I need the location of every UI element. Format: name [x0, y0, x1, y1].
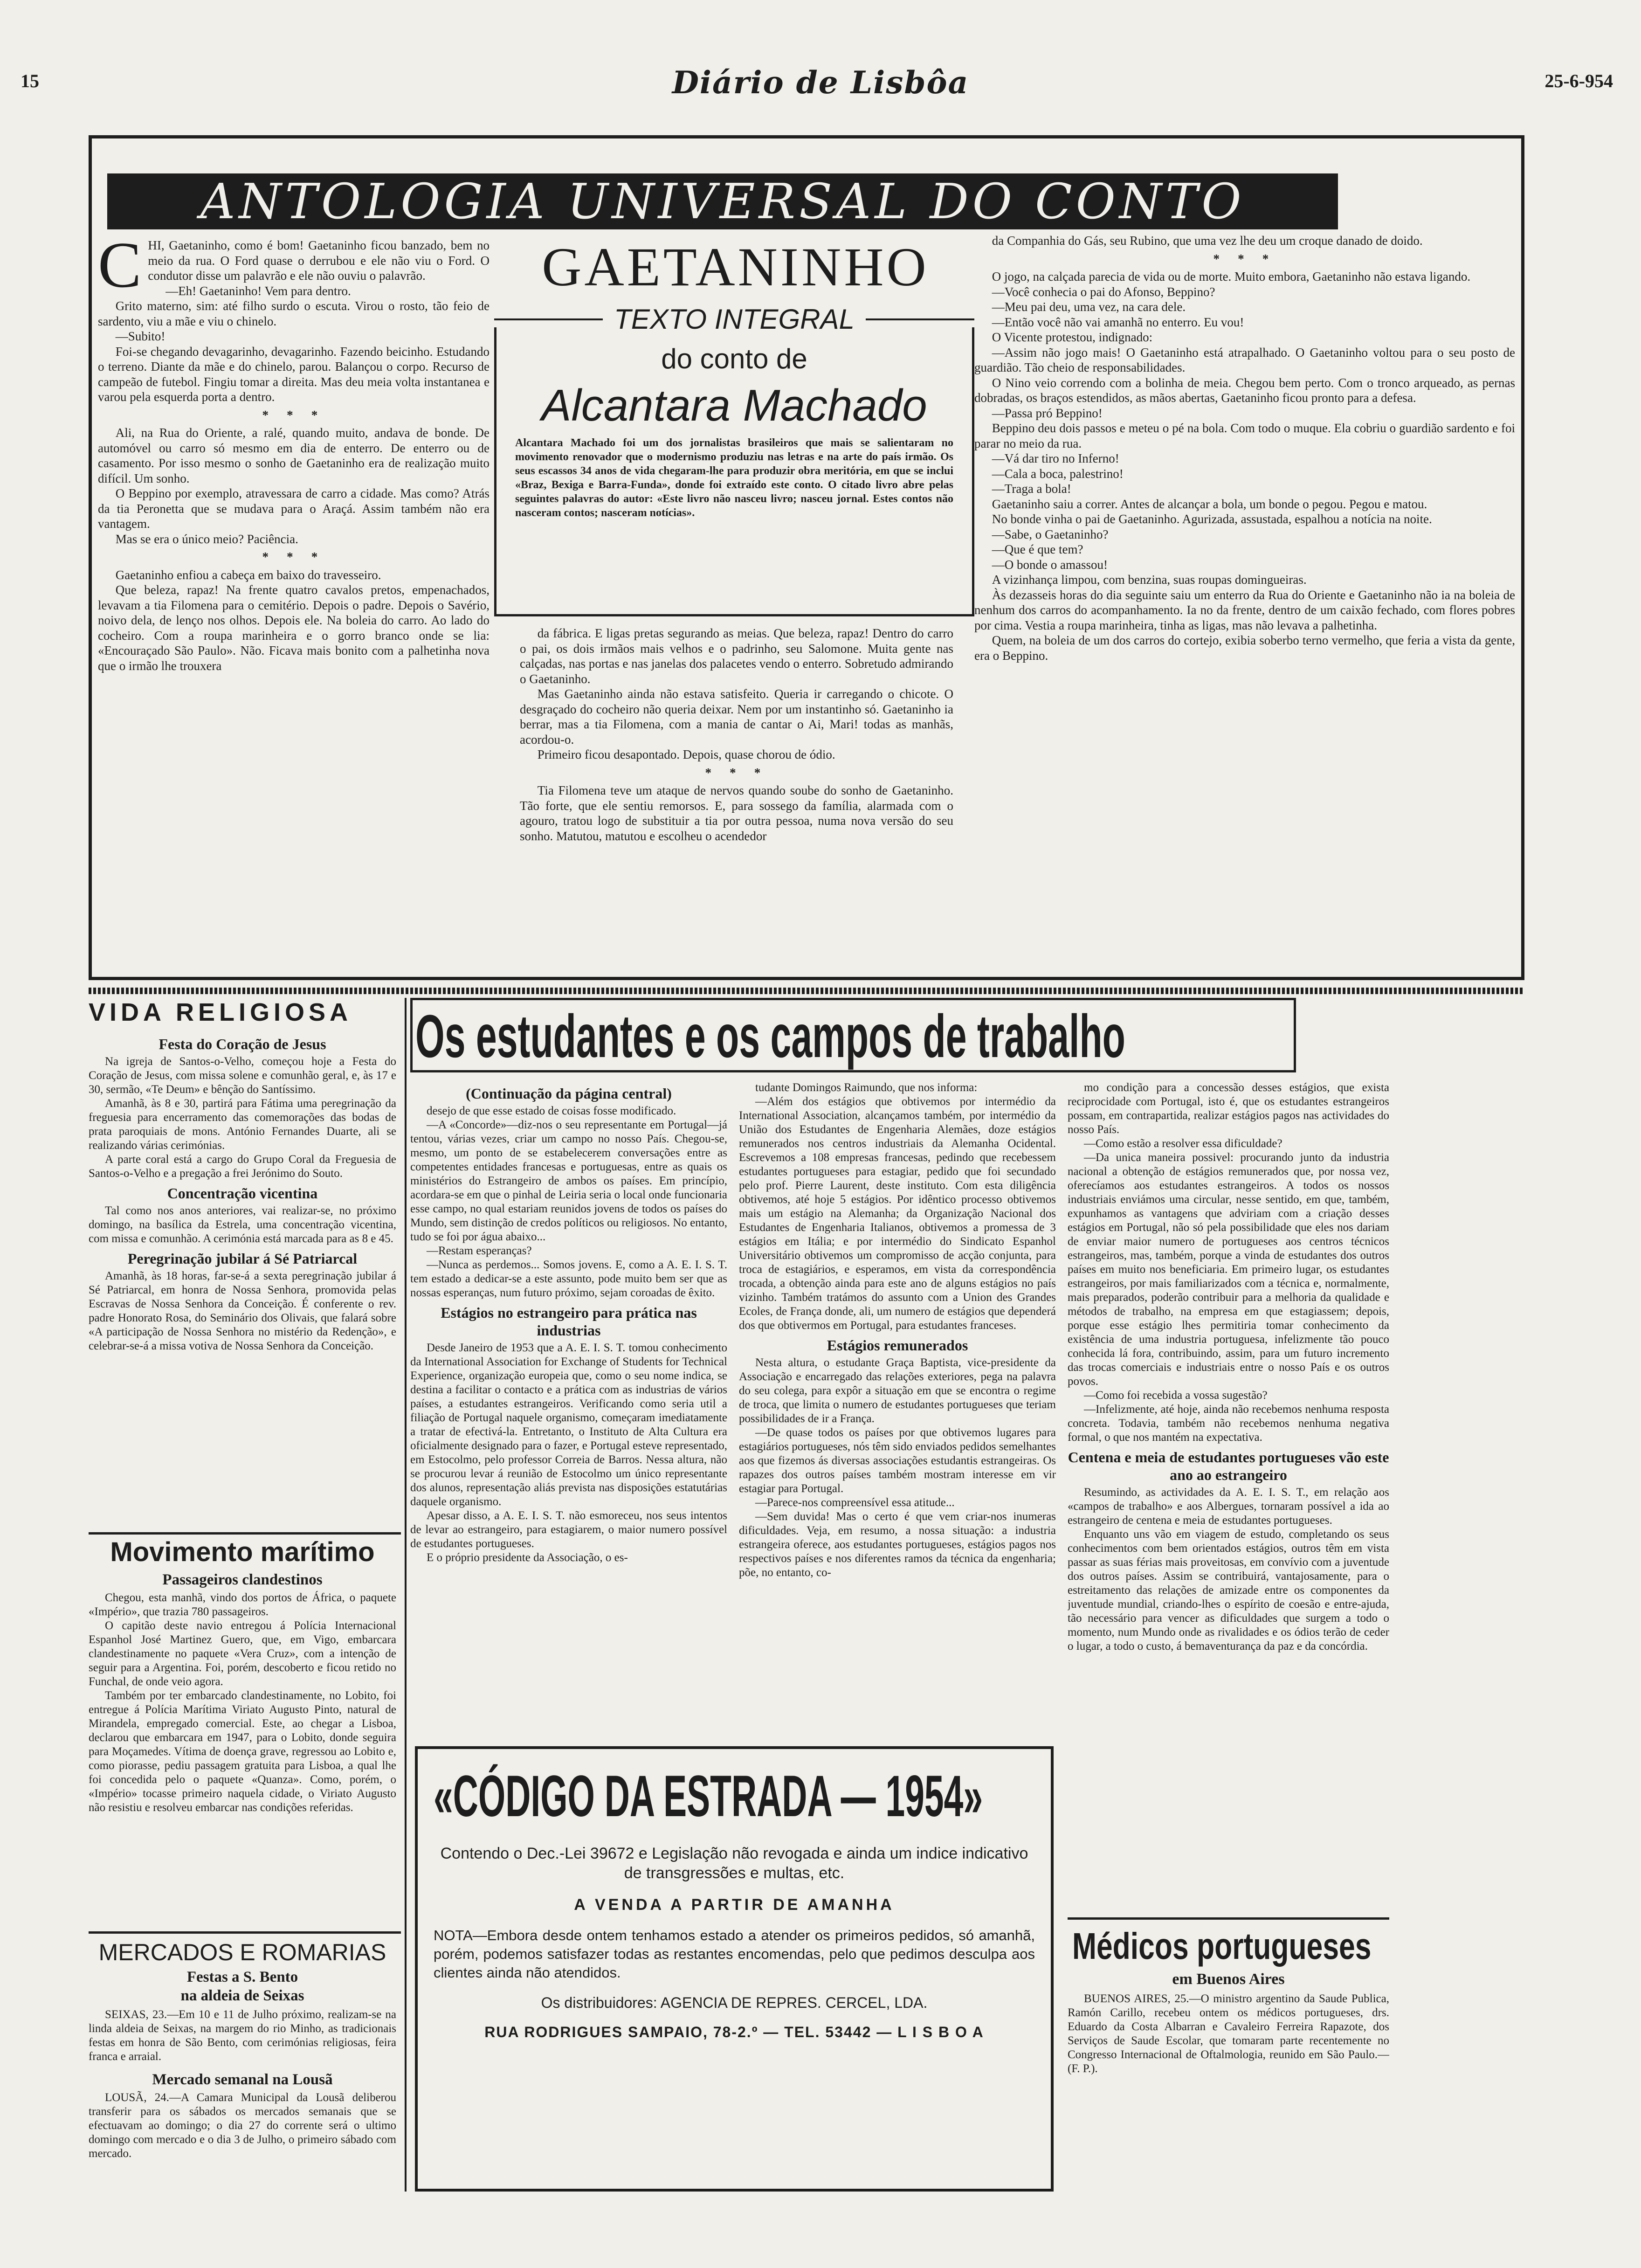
estudantes-col-1b-para: E o próprio presidente da Associação, o es-: [427, 1551, 628, 1564]
antologia-col-2-para: da fábrica. E ligas pretas segurando as meias. Que beleza, rapaz! Dentro do carro o pai, os dois irmãos mais velhos e o padrinho, seu Salomone. Muita gente nas calçadas, nas portas e nas janelas dos palacetes vendo o enterro. Sobretudo admirando o Gaetaninho.: [520, 626, 953, 686]
estudantes-frame: [410, 998, 1296, 1072]
mercados-sub1: Festas a S. Bento: [186, 1969, 298, 1985]
estudantes-col-3-para: —Infelizmente, até hoje, ainda não recebemos nenhuma resposta concreta. Todavia, também não recebemos nenhuma negativa formal, o que nos mantém na expectativa.: [1068, 1403, 1389, 1444]
antologia-col-2: [520, 626, 953, 975]
antologia-col-3-para: —Meu pai deu, uma vez, na cara dele.: [992, 300, 1186, 314]
antologia-col-3-para: O jogo, na calçada parecia de vida ou de morte. Muito embora, Gaetaninho não estava ligando.: [992, 270, 1471, 284]
antologia-col-3-para: —Assim não jogo mais! O Gaetaninho está atrapalhado. O Gaetaninho voltou para o seu posto de guardião. Tão cheio de responsabilidades.: [974, 345, 1515, 374]
antologia-banner: [107, 173, 1338, 229]
texto-integral-label: TEXTO INTEGRAL: [614, 304, 855, 335]
estudantes-subhead-2: Estágios remunerados: [827, 1337, 968, 1354]
antologia-col-1-para: Grito materno, sim: até filho surdo o escuta. Virou o rosto, tão feio de sardento, viu a mãe e viu o chinelo.: [98, 299, 490, 328]
medicos-subtitle: em Buenos Aires: [1172, 1971, 1285, 1988]
mercados-body-2: [89, 2091, 396, 2184]
medicos-title: Médicos portugueses: [1072, 1925, 1372, 1967]
estudantes-col-1-para: (Continuação da página central): [466, 1085, 672, 1102]
estudantes-subhead-1: Estágios no estrangeiro para prática nas industrias: [441, 1304, 697, 1339]
vida-religiosa-body: [89, 1031, 396, 1530]
antologia-col-2-para: Primeiro ficou desapontado. Depois, quase chorou de ódio.: [537, 747, 835, 761]
antologia-col-3-para: A vizinhança limpou, com benzina, suas roupas domingueiras.: [992, 573, 1307, 587]
vida-religiosa-title: VIDA RELIGIOSA: [89, 998, 352, 1026]
antologia-col-3: [974, 233, 1515, 979]
estudantes-col-2b-para: —Parece-nos compreensível essa atitude...: [755, 1496, 955, 1509]
vida-religiosa-para: Amanhã, às 18 horas, far-se-á a sexta peregrinação jubilar á Sé Patriarcal, em honra de Nossa Senhora, promovida pelas Escravas de Nossa Senhora da Conceição. É conferente o rev. padre Honorato Rosa, do Seminário dos Olivais, que falará sobre «A participação de Nossa Senhora no mistério da Redenção», e celebrar-se-á a missa votiva de Nossa Senhora da Conceição.: [89, 1270, 396, 1352]
rule-mov: [89, 1532, 401, 1535]
antologia-col-3-para: No bonde vinha o pai de Gaetaninho. Agurizada, assustada, espalhou a notícia na noite.: [992, 512, 1432, 526]
vertical-rule-left: [405, 998, 407, 2192]
estudantes-col-3b-para: Enquanto uns vão em viagem de estudo, completando os seus conhecimentos com bem orientados estágios, outros têm em vista passar as suas férias mais proveitosas, em convívio com a juventude dos outros países. Assim se contribuirá, vantajosamente, para o estreitamento das relações de amizade entre os componentes da juventude mundial, criando-lhes o espírito de coesão e entre-ajuda, tão necessário para vencer as dificuldades que surgem a todo o momento, num Mundo onde as rivalidades e os ódios terão de ceder o lugar, a todo o custo, á bemaventurança da paz e da concórdia.: [1068, 1528, 1389, 1653]
antologia-col-1-para: Mas se era o único meio? Paciência.: [115, 532, 298, 546]
rule-left: [494, 318, 603, 320]
drop-cap: C: [98, 238, 142, 301]
estudantes-col-3: [1068, 1081, 1389, 1911]
antologia-col-1-para: —Subito!: [115, 329, 165, 343]
estudantes-col-1: [410, 1081, 727, 1734]
codigo-dist: Os distribuidores: AGENCIA DE REPRES. CERCEL, LDA.: [541, 1994, 928, 2011]
antologia-col-3-para: Gaetaninho saiu a correr. Antes de alcançar a bola, um bonde o pegou. Pegou e matou.: [992, 497, 1427, 511]
header-date: 25-6-954: [1544, 70, 1613, 91]
rule-right: [866, 318, 974, 320]
antologia-col-2-para: * * *: [705, 765, 768, 780]
antologia-col-1: [98, 238, 490, 979]
vida-religiosa-heading: Festa do Coração de Jesus: [159, 1036, 326, 1052]
codigo-title: «CÓDIGO DA ESTRADA — 1954»: [434, 1764, 983, 1829]
medicos-body: [1068, 1992, 1389, 2188]
section-divider: [89, 988, 1524, 994]
do-conto-de: do conto de: [661, 343, 807, 374]
antologia-col-3-para: —Sabe, o Gaetaninho?: [992, 527, 1109, 541]
antologia-col-3-para: —Traga a bola!: [992, 482, 1071, 496]
estudantes-col-2-para: —Além dos estágios que obtivemos por intermédio da International Association, alcançamos também, por intermédio da União dos Estudantes de Engenharia Alemães, doze estágios remunerados nos centros industriais da Alemanha Ocidental. Escrevemos a 108 empresas francesas, pedindo que recebessem estudantes portugueses para estagiar, pedido que foi secundado pelo prof. Pierre Laurent, deste instituto. Com esta diligência obtivemos, até hoje 5 estágios. Por idêntico processo obtivemos mais um estágio na Alemanha; da Organização Nacional dos Estudantes de Engenharia Italianos, obtivemos a promessa de 3 estágios em Itália; e por intermédio do Sindicato Espanhol Universitário obtivemos um compromisso de acção conjunta, para troca de estagiários, e esperamos, em vista da correspondência trocada, a obtenção ainda para este ano de alguns estágios no país vizinho. Também tratámos do assunto com a Union des Grandes Ecoles, de França donde, ali, um numero de estágios que dependerá dos que obtivermos em Portugal, para estudantes franceses.: [739, 1095, 1056, 1332]
codigo-line1: Contendo o Dec.-Lei 39672 e Legislação não revogada e ainda um indice indicativo de transgressões e multas, etc.: [440, 1845, 1028, 1882]
movimento-para: Também por ter embarcado clandestinamente, no Lobito, foi entregue á Polícia Marítima Viriato Augusto Pinto, natural de Mirandela, empregado comercial. Este, ao chegar a Lisboa, declarou que embarcara em 1947, para o Lobito, donde seguira para Moçamedes. Vítima de doença grave, regressou ao Lobito e, como piorasse, pediu passagem gratuita para Lisboa, a qual lhe foi concedida pelo o paquete «Quanza». Como, porém, o «Império» tocasse primeiro naquela cidade, o Viriato Augusto não resistiu e resolveu embarcar nas condições referidas.: [89, 1689, 396, 1814]
antologia-col-3-para: O Vicente protestou, indignado:: [992, 330, 1153, 344]
antologia-col-3-para: Às dezasseis horas do dia seguinte saiu um enterro da Rua do Oriente e Gaetaninho não ia na boleia de nenhum dos carros do acompanhamento. Ia no da frente, dentro de um caixão fechado, com flores pobres por cima. Vestia a roupa marinheira, tinha as ligas, mas não levava a palhetinha.: [974, 588, 1515, 632]
antologia-col-3-para: * * *: [1213, 251, 1276, 266]
mercados-sub2: Mercado semanal na Lousã: [152, 2071, 333, 2088]
antologia-col-3-para: O Nino veio correndo com a bolinha de meia. Chegou bem perto. Com o tronco arqueado, as pernas dobradas, os braços estendidos, as mãos abertas, Gaetaninho ficou pronto para a defesa.: [974, 375, 1515, 405]
antologia-col-3-para: Quem, na boleia de um dos carros do cortejo, exibia soberbo terno vermelho, que feria a vista da gente, era o Beppino.: [974, 633, 1515, 663]
masthead: Diário de Lisbôa: [672, 64, 969, 101]
estudantes-col-1-para: —A «Concorde»—diz-nos o seu representante em Portugal—já tentou, várias vezes, criar um campo no nosso País. Chegou-se, mesmo, um ponto de se estabelecerem conversações entre as competentes entidades francesas e portuguesas, entre as quais os ministérios do Estrangeiro de ambos os países. Em princípio, acordara-se em que o pinhal de Leiria seria o local onde funcionaria esse campo, no qual estariam reunidos jovens de todos os países do Mundo, sem distinção de credos políticos ou religiosos. No entanto, tudo se foi por água abaixo...: [410, 1119, 727, 1243]
antologia-col-3-para: —Vá dar tiro no Inferno!: [992, 451, 1119, 465]
codigo-venda: A VENDA A PARTIR DE AMANHA: [574, 1896, 895, 1914]
codigo-ad: [415, 1746, 1054, 2192]
movimento-body: [89, 1591, 396, 1927]
estudantes-col-1b-para: Apesar disso, a A. E. I. S. T. não esmoreceu, nos seus intentos de levar ao estrangeiro, para estagiarem, o maior numero possível de estudantes portugueses.: [410, 1509, 727, 1550]
mercados-title: MERCADOS E ROMARIAS: [98, 1939, 386, 1965]
movimento-para: O capitão deste navio entregou á Polícia Internacional Espanhol José Martinez Guero, que, em Vigo, embarcara clandestinamente no paquete «Vera Cruz», com a intenção de seguir para a Argentina. Foi, porém, descoberto e ficou retido no Funchal, de onde veio agora.: [89, 1619, 396, 1688]
estudantes-col-3-para: —Como foi recebida a vossa sugestão?: [1084, 1389, 1268, 1402]
estudantes-col-2: [739, 1081, 1056, 1734]
estudantes-col-2b-para: —De quase todos os países por que obtivemos lugares para estagiários portugueses, nós têm sido enviados pedidos semelhantes aos que fizemos ás diversas associações estudantis estrangeiras. Os rapazes dos outros países também mostram interesse em vir estagiar para Portugal.: [739, 1426, 1056, 1495]
antologia-col-3-para: —O bonde o amassou!: [992, 557, 1108, 572]
antologia-col-1-para: CHI, Gaetaninho, como é bom! Gaetaninho ficou banzado, bem no meio da rua. O Ford quase o derrubou e ele não viu o Ford. O condutor disse um palavrão e ele não ouviu o palavrão.: [98, 238, 490, 301]
estudantes-col-3b-para: Resumindo, as actividades da A. E. I. S. T., em relação aos «campos de trabalho» e aos Albergues, tornaram possível a ida ao estrangeiro de centena e meia de estudantes portugueses.: [1068, 1486, 1389, 1527]
mercados-sub1b: na aldeia de Seixas: [180, 1987, 304, 2004]
antologia-col-1-para: Gaetaninho enfiou a cabeça em baixo do travesseiro.: [115, 567, 381, 582]
antologia-banner-text: ANTOLOGIA UNIVERSAL DO CONTO: [200, 173, 1245, 230]
vida-religiosa-para: A parte coral está a cargo do Grupo Coral da Freguesia de Santos-o-Velho e a pregação a frei Jerónimo do Souto.: [89, 1153, 396, 1180]
antologia-col-1-para: Ali, na Rua do Oriente, a ralé, quando muito, andava de bonde. De automóvel ou carro só mesmo em dia de enterro. De enterro ou de casamento. Por isso mesmo o sonho de Gaetaninho era de realização muito difícil. Um sonho.: [98, 426, 490, 485]
estudantes-col-1-para: —Nunca as perdemos... Somos jovens. E, como a A. E. I. S. T. tem estado a dedicar-se a este assunto, pode muito bem ser que as nossas esperanças, num futuro próximo, sejam coroadas de êxito.: [410, 1258, 727, 1299]
estudantes-col-2b-para: Nesta altura, o estudante Graça Baptista, vice-presidente da Associação e encarregado das relações exteriores, pega na palavra do seu colega, para expôr a situação em que se encontra o regime de troca, que limita o numero de estudantes portugueses que teriam possibilidades de ir a França.: [739, 1356, 1056, 1425]
estudantes-col-3-para: —Da unica maneira possivel: procurando junto da industria nacional a obtenção de estágios remunerados que, por nossa vez, oferecíamos aos estudantes estrangeiros. A todos os nossos industriais enviámos uma circular, nesse sentido, em que, também, expunhamos as vantagens que adviriam com a criação desses estágios em Portugal, não só pela possibilidade que eles nos dariam de enviar maior numero de portugueses aos centros técnicos estrangeiros, mas, também, porque a vinda de estudantes dos outros países em muito nos beneficiaria. Em primeiro lugar, os estudantes estrangeiros, por mais familiarizados com a técnica e, normalmente, mais preparados, poderão contribuir para a melhoria da qualidade e métodos de trabalho, na empresa em que estagiassem; depois, porque esse estágio lhes permitiria tomar conhecimento da existência de uma industria portuguesa, infelizmente tão pouco conhecida lá fora, contribuindo, assim, para um futuro incremento das trocas comerciais e industriais entre o nosso País e os outros povos.: [1068, 1151, 1389, 1388]
antologia-col-3-para: —Cala a boca, palestrino!: [992, 466, 1124, 481]
antologia-col-1-para: * * *: [262, 408, 325, 422]
rule-medicos: [1068, 1917, 1389, 1920]
antologia-col-3-para: —Você conhecia o pai do Afonso, Beppino?: [992, 284, 1215, 299]
codigo-nota: NOTA—Embora desde ontem tenhamos estado a atender os primeiros pedidos, só amanhã, porém, podemos satisfazer todas as restantes encomendas, pelo que pedimos desculpa aos clientes ainda não atendidos.: [434, 1927, 1035, 1981]
antologia-col-1-para: Que beleza, rapaz! Na frente quatro cavalos pretos, empenachados, levavam a tia Filomena para o cemitério. Depois o padre. Depois o Savério, noivo dela, de lenço nos olhos. Depois ele. Na boleia do carro. Ao lado do cocheiro. Com a roupa marinheira e o gorro branco onde se lia: «Encouraçado São Paulo». Não. Ficava mais bonito com a palhetinha nova que o irmão lhe trouxera: [98, 583, 490, 673]
vida-religiosa-heading: Concentração vicentina: [167, 1185, 318, 1202]
antologia-col-1-para: —Eh! Gaetaninho! Vem para dentro.: [165, 284, 351, 298]
author-name: Alcantara Machado: [541, 380, 927, 430]
author-bio: Alcantara Machado foi um dos jornalistas brasileiros que mais se salientaram no movimento renovador que o modernismo produziu nas letras e na arte do país irmão. Os seus escassos 34 anos de vida chegaram-lhe para produzir obra meritória, em que se inclui «Braz, Bexiga e Barra-Funda», donde foi extraído este conto. O citado livro abre pelas seguintes palavras do autor: «Este livro não nasceu livro; nasceu jornal. Estes contos não nasceram contos; nasceram notícias».: [515, 437, 953, 519]
estudantes-col-2-para: tudante Domingos Raimundo, que nos informa:: [755, 1081, 978, 1094]
antologia-col-3-para: —Que é que tem?: [992, 542, 1083, 556]
mercados-p1: SEIXAS, 23.—Em 10 e 11 de Julho próximo, realizam-se na linda aldeia de Seixas, na margem do rio Minho, as tradicionais festas em honra de São Bento, com cerimónias religiosas, feira franca e arraial.: [89, 2008, 396, 2063]
movimento-title: Movimento marítimo: [110, 1537, 375, 1567]
movimento-para: Chegou, esta manhã, vindo dos portos de África, o paquete «Império», que trazia 780 passageiros.: [89, 1591, 396, 1618]
estudantes-col-1-para: —Restam esperanças?: [427, 1245, 532, 1257]
mercados-p2: LOUSÃ, 24.—A Camara Municipal da Lousã deliberou transferir para os sábados os mercados semanais que se efectuavam ao domingo; o dia 27 do corrente será o ultimo domingo com mercado e o dia 3 de Julho, o primeiro sábado com mercado.: [89, 2091, 396, 2160]
codigo-address: RUA RODRIGUES SAMPAIO, 78-2.º — TEL. 53442 — L I S B O A: [484, 2024, 984, 2040]
rule-merc: [89, 1931, 401, 1934]
mercados-body-1: [89, 2008, 396, 2071]
estudantes-col-3-para: mo condição para a concessão desses estágios, que exista reciprocidade com Portugal, isto é, que os estudantes estrangeiros possam, em contrapartida, realizar estágios pagos nas actividades do nosso País.: [1068, 1081, 1389, 1136]
story-title: GAETANINHO: [542, 236, 929, 297]
estudantes-col-1b-para: Desde Janeiro de 1953 que a A. E. I. S. T. tomou conhecimento da International Association for Exchange of Students for Technical Experience, organização europeia que, como o seu nome indica, se destina a facilitar o contacto e a prática com as industrias de vários países, a estudantes estrangeiros. Verificando como seria util a filiação de Portugal naquele organismo, começaram imediatamente a tratar de efectivá-la. Entretanto, o Instituto de Alta Cultura era oficialmente designado para o fazer, e Portugal esteve representado, em Estocolmo, pelo professor Correia de Barros. Nessa altura, não se procurou levar á reunião de Estocolmo um único representante dos alunos, representação aliás prevista nas disposições estatutárias daquele organismo.: [410, 1341, 727, 1508]
antologia-col-2-para: Mas Gaetaninho ainda não estava satisfeito. Queria ir carregando o chicote. O desgraçado do cocheiro não queria deixar. Nem por um instantinho só. Gaetaninho ia berrar, mas a tia Filomena, com a mania de cantar o Ai, Mari! todas as manhãs, acordou-o.: [520, 687, 953, 747]
vida-religiosa-para: Tal como nos anos anteriores, vai realizar-se, no próximo domingo, na basílica da Estrela, uma concentração vicentina, com missa e comunhão. A cerimónia está marcada para as 8 e 45.: [89, 1204, 396, 1245]
estudantes-col-2b-para: —Sem duvida! Mas o certo é que vem criar-nos inumeras dificuldades. Veja, em resumo, a nossa situação: a industria estrangeira oferece, aos estudantes portugueses, estágios pagos nos respectivos países e nos diferentes ramos da técnica da engenharia; põe, no entanto, co-: [739, 1510, 1056, 1579]
estudantes-headline: Os estudantes e os campos de trabalho: [415, 1002, 1125, 1070]
antologia-col-1-para: * * *: [262, 550, 325, 564]
antologia-col-2-para: Tia Filomena teve um ataque de nervos quando soube do sonho de Gaetaninho. Tão forte, que ele sentiu remorsos. E, para sossego da família, alarmada com o agouro, tratou logo de substituir a tia por outra pessoa, numa nova versão do seu sonho. Matutou, matutou e escolheu o acendedor: [520, 783, 953, 843]
movimento-subtitle: Passageiros clandestinos: [162, 1571, 323, 1588]
medicos-para: BUENOS AIRES, 25.—O ministro argentino da Saude Publica, Ramón Carillo, recebeu ontem os médicos portugueses, drs. Eduardo da Costa Albarran e Cavaleiro Ferreira Rapazote, dos Serviços de Saude Escolar, que tomaram parte recentemente no Congresso Internacional de Oftalmologia, reunido em São Paulo.—(F. P.).: [1068, 1992, 1389, 2075]
page-number: 15: [21, 70, 39, 91]
antologia-col-1-para: Foi-se chegando devagarinho, devagarinho. Fazendo beicinho. Estudando o terreno. Diante da mãe e do chinelo, parou. Balançou o corpo. Recurso de campeão de futebol. Fingiu tomar a direita. Mas deu meia volta instantanea e varou pela esquerda porta a dentro.: [98, 344, 490, 404]
estudantes-col-1-para: desejo de que esse estado de coisas fosse modificado.: [427, 1105, 676, 1117]
vida-religiosa-para: Na igreja de Santos-o-Velho, começou hoje a Festa do Coração de Jesus, com missa solene e comunhão geral, e, às 17 e 30, sermão, «Te Deum» e bênção do Santíssimo.: [89, 1055, 396, 1096]
antologia-col-3-para: da Companhia do Gás, seu Rubino, que uma vez lhe deu um croque danado de doido.: [992, 234, 1423, 248]
antologia-col-3-para: Beppino deu dois passos e meteu o pé na bola. Com todo o muque. Ela cobriu o guardião sardento e foi parar no meio da rua.: [974, 421, 1515, 450]
vida-religiosa-para: Amanhã, às 8 e 30, partirá para Fátima uma peregrinação da freguesia para encerramento das comemorações das bodas de prata paroquiais de mons. António Fernandes Duarte, ali se realizando várias cerimónias.: [89, 1097, 396, 1152]
antologia-col-1-para: O Beppino por exemplo, atravessara de carro a cidade. Mas como? Atrás da tia Peronetta que se mudava para o Araçá. Assim também não era vantagem.: [98, 486, 490, 531]
antologia-col-3-para: —Passa pró Beppino!: [992, 406, 1103, 420]
estudantes-col-3-para: —Como estão a resolver essa dificuldade?: [1084, 1137, 1282, 1150]
estudantes-subhead-3: Centena e meia de estudantes portugueses vão este ano ao estrangeiro: [1068, 1449, 1389, 1483]
antologia-col-3-para: —Então você não vai amanhã no enterro. Eu vou!: [992, 315, 1244, 329]
vida-religiosa-heading: Peregrinação jubilar á Sé Patriarcal: [127, 1250, 358, 1267]
